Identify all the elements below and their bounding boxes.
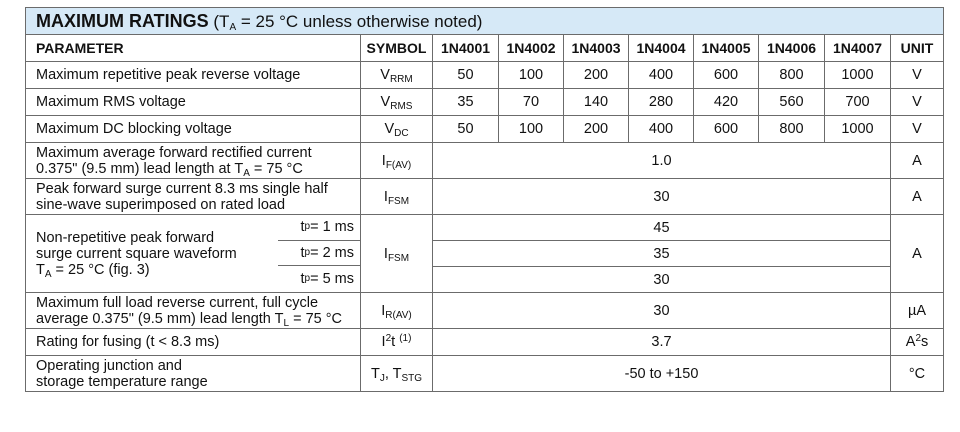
header-part: 1N4002 <box>499 35 564 62</box>
value-cell: 140 <box>564 89 629 116</box>
value-cell: 280 <box>629 89 694 116</box>
table-row <box>26 116 944 143</box>
value-cell: 700 <box>825 89 891 116</box>
header-part: 1N4007 <box>825 35 891 62</box>
header-parameter: PARAMETER <box>26 35 361 62</box>
header-symbol: SYMBOL <box>361 35 433 62</box>
value-cell: 400 <box>629 62 694 89</box>
header-part: 1N4001 <box>433 35 499 62</box>
value-ifav: 1.0 <box>433 143 891 179</box>
value-cell: 200 <box>564 116 629 143</box>
param-irav: Maximum full load reverse current, full cycle average 0.375" (9.5 mm) lead length $T_L = 75$ °C <box>26 293 361 329</box>
value-ifsm-tp2: 35 <box>433 241 891 267</box>
pulse-width-conditions <box>278 215 360 292</box>
unit-vrrm: V <box>891 62 944 89</box>
value-cell: 200 <box>564 62 629 89</box>
table-title-cond: ($T_A = 25$ °C unless otherwise noted) <box>208 11 483 33</box>
param-vrms: Maximum RMS voltage <box>26 89 361 116</box>
unit-temp: °C <box>891 356 944 392</box>
param-temp: Operating junction and storage temperature range <box>26 356 361 392</box>
unit-i2t: $A^2s$ <box>891 329 944 356</box>
param-i2t: Rating for fusing (t < 8.3 ms) <box>26 329 361 356</box>
symbol-vdc: $V_{DC}$ <box>361 116 433 143</box>
value-cell: 70 <box>499 89 564 116</box>
value-cell: 35 <box>433 89 499 116</box>
header-part: 1N4003 <box>564 35 629 62</box>
unit-ifav: A <box>891 143 944 179</box>
param-ifav: Maximum average forward rectified current 0.375" (9.5 mm) lead length at $T_A = 75$ °C <box>26 143 361 179</box>
unit-irav: µA <box>891 293 944 329</box>
condition-tp-2: t p = 2 ms <box>278 241 360 267</box>
header-part: 1N4004 <box>629 35 694 62</box>
header-part: 1N4006 <box>759 35 825 62</box>
table-row <box>26 329 944 356</box>
value-ifsm-halfwave: 30 <box>433 179 891 215</box>
param-vrrm: Maximum repetitive peak reverse voltage <box>26 62 361 89</box>
value-cell: 420 <box>694 89 759 116</box>
param-ifsm-square: Non-repetitive peak forward surge current square waveform $T_A = 25$ °C (fig. 3) t p = 1 ms t p = 2 ms t p = 5 ms <box>26 215 361 293</box>
value-cell: 100 <box>499 116 564 143</box>
value-cell: 400 <box>629 116 694 143</box>
condition-tp-5: t p = 5 ms <box>300 271 354 288</box>
symbol-ifav: $I_{F(AV)}$ <box>361 143 433 179</box>
value-cell: 600 <box>694 116 759 143</box>
value-i2t: 3.7 <box>433 329 891 356</box>
unit-vdc: V <box>891 116 944 143</box>
header-row <box>26 35 944 62</box>
symbol-ifsm-square: $I_{FSM}$ <box>361 215 433 293</box>
value-cell: 50 <box>433 62 499 89</box>
table-row <box>26 356 944 392</box>
table-row <box>26 293 944 329</box>
max-ratings-table-frame <box>25 7 943 421</box>
param-vdc: Maximum DC blocking voltage <box>26 116 361 143</box>
unit-ifsm-square: A <box>891 215 944 293</box>
value-cell: 50 <box>433 116 499 143</box>
value-cell: 800 <box>759 62 825 89</box>
condition-tp-1: t p = 1 ms <box>278 215 360 241</box>
value-ifsm-tp1: 45 <box>433 215 891 241</box>
header-unit: UNIT <box>891 35 944 62</box>
table-row <box>26 143 944 179</box>
header-part: 1N4005 <box>694 35 759 62</box>
value-cell: 600 <box>694 62 759 89</box>
symbol-ifsm-halfwave: $I_{FSM}$ <box>361 179 433 215</box>
table-title-main: MAXIMUM RATINGS <box>36 10 209 31</box>
table-row <box>26 179 944 215</box>
symbol-i2t: $I^2t$ $^{(1)}$ <box>361 329 433 356</box>
value-cell: 1000 <box>825 116 891 143</box>
value-irav: 30 <box>433 293 891 329</box>
value-ifsm-tp5: 30 <box>433 267 891 293</box>
value-cell: 800 <box>759 116 825 143</box>
value-cell: 100 <box>499 62 564 89</box>
symbol-temp: $T_J$, $T_{STG}$ <box>361 356 433 392</box>
value-cell: 1000 <box>825 62 891 89</box>
symbol-vrrm: $V_{RRM}$ <box>361 62 433 89</box>
symbol-vrms: $V_{RMS}$ <box>361 89 433 116</box>
unit-ifsm-halfwave: A <box>891 179 944 215</box>
table-row <box>26 215 944 241</box>
table-row <box>26 62 944 89</box>
max-ratings-table <box>25 7 944 392</box>
symbol-irav: $I_{R(AV)}$ <box>361 293 433 329</box>
value-temp: -50 to +150 <box>433 356 891 392</box>
table-title <box>26 8 944 35</box>
table-row <box>26 89 944 116</box>
unit-vrms: V <box>891 89 944 116</box>
param-ifsm-halfwave: Peak forward surge current 8.3 ms single half sine-wave superimposed on rated load <box>26 179 361 215</box>
value-cell: 560 <box>759 89 825 116</box>
